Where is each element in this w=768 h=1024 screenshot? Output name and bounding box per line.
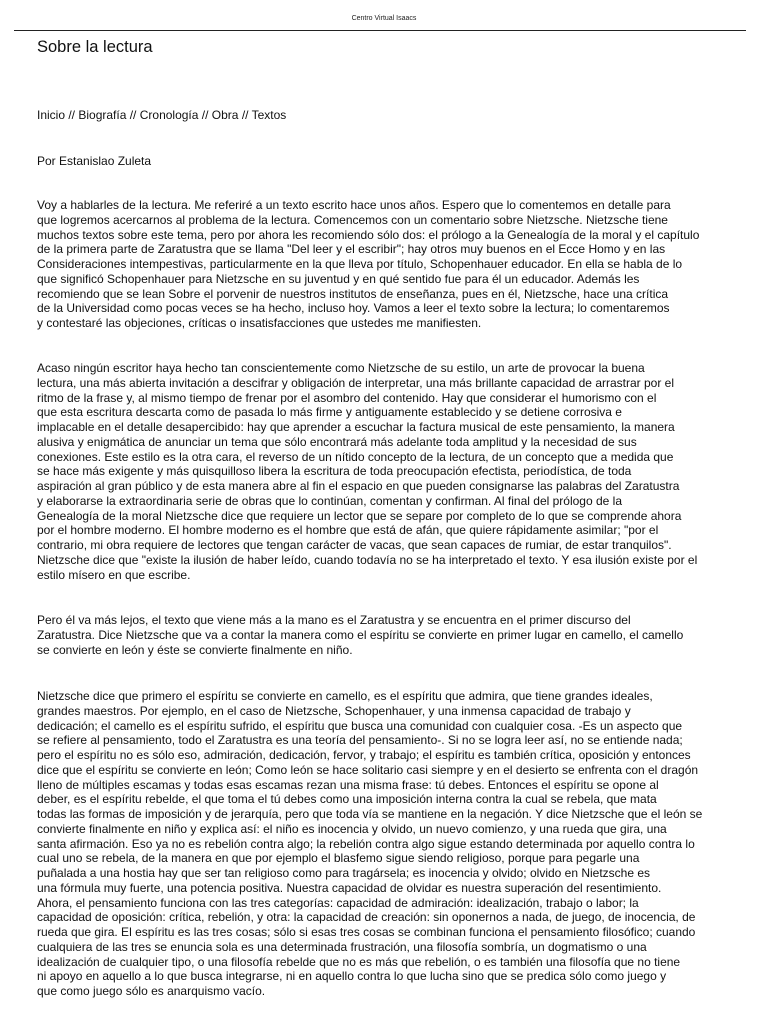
paragraph-line: de la Universidad como pocas veces se ha hecho, incluso hoy. Vamos a leer el texto sobre la lectura; lo comentaremos (37, 301, 670, 316)
paragraph-line: por el hombre moderno. El hombre moderno es el hombre que está de afán, que quiere rápidamente asimilar; "por el (37, 523, 659, 538)
paragraph-line: rueda que gira. El espíritu es las tres cosas; sólo si esas tres cosas se combinan funciona el pensamiento filosófico; cuando (37, 925, 696, 939)
paragraph-line: idealización de cualquier tipo, o una filosofía rebelde que no es más que rebelión, o es también una filosofía que no tiene (37, 954, 681, 969)
breadcrumb-link-cronologia[interactable]: Cronología (139, 108, 199, 122)
breadcrumb (37, 108, 286, 122)
paragraph-line: pero el espíritu no es sólo eso, admiración, dedicación, fervor, y trabajo; el espíritu es también crítica, oposición y entonces (37, 748, 691, 762)
header-divider (14, 30, 746, 31)
paragraph-line: una fórmula muy fuerte, una potencia positiva. Nuestra capacidad de olvidar es nuestra superación del resentimiento. (37, 880, 662, 895)
breadcrumb-link-biografia[interactable]: Biografía (78, 108, 127, 122)
paragraph-line: convierte finalmente en niño y explica así: el niño es inocencia y olvido, un nuevo comienzo, y una rueda que gira, una (37, 821, 667, 836)
body-paragraph (37, 689, 749, 999)
paragraph-line: de la primera parte de Zaratustra que se llama "Del leer y el escribir"; hay otros muy buenos en el Ecce Homo y en las (37, 242, 666, 257)
paragraph-line: estilo mísero en que escribe. (37, 567, 191, 582)
paragraph-line: ritmo de la frase y, al mismo tiempo de frenar por el asombro del contenido. Hay que considerar el humorismo con el (37, 390, 657, 405)
paragraph-line: Voy a hablarles de la lectura. Me referiré a un texto escrito hace unos años. Espero que lo comentemos en detalle para (37, 198, 671, 212)
site-header: Centro Virtual Isaacs (351, 15, 417, 22)
paragraph-line: Acaso ningún escritor haya hecho tan conscientemente como Nietzsche de su estilo, un arte de provocar la buena (37, 361, 645, 375)
paragraph-line: conexiones. Este estilo es la otra cara, el reverso de un nítido concepto de la lectura, de un concepto que a medida que (37, 449, 674, 464)
breadcrumb-separator: // (65, 108, 79, 122)
paragraph-line: cualquiera de las tres se enuncia sola es una determinada frustración, una filosofía sombría, un dogmatismo o una (37, 939, 647, 954)
body-paragraph (37, 613, 749, 657)
paragraph-line: dice que el espíritu se convierte en león; Como león se hace solitario casi siempre y en el desierto se enfrenta con el dragón (37, 762, 699, 777)
breadcrumb-link-textos[interactable]: Textos (251, 108, 287, 122)
body-paragraph (37, 361, 749, 582)
paragraph-line: alusiva y enigmática de anunciar un tema que sólo encontrará más adelante toda amplitud y la necesidad de sus (37, 434, 637, 449)
page-title: Sobre la lectura (37, 38, 153, 56)
paragraph-line: Zaratustra. Dice Nietzsche que va a contar la manera como el espíritu se convierte en primer lugar en camello, el camello (37, 627, 684, 642)
paragraph-line: se refiere al pensamiento, todo el Zaratustra es una teoría del pensamiento-. Si no se logra leer así, no se entiende nada; (37, 733, 683, 748)
breadcrumb-separator: // (126, 108, 140, 122)
breadcrumb-link-inicio[interactable]: Inicio (37, 108, 66, 122)
paragraph-line: se convierte en león y éste se convierte finalmente en niño. (37, 642, 353, 657)
paragraph-line: que logremos acercarnos al problema de la lectura. Comencemos con un comentario sobre Nietzsche. Nietzsche tiene (37, 212, 668, 227)
paragraph-line: y elaborarse la extraordinaria serie de obras que lo continúan, comentan y confirman. Al final del prólogo de la (37, 493, 623, 508)
paragraph-line: se hace más exigente y más quisquilloso libera la escritura de toda preocupación efectista, periodística, de toda (37, 464, 632, 479)
breadcrumb-separator: // (238, 108, 252, 122)
paragraph-line: capacidad de oposición: crítica, rebelión, y otra: la capacidad de creación: sin oponernos a nada, de juego, de inocencia, de (37, 910, 696, 925)
paragraph-line: Nietzsche dice que primero el espíritu se convierte en camello, es el espíritu que admira, que tiene grandes ideales, (37, 689, 653, 703)
paragraph-line: que esta escritura descarta como de pasada lo más firme y antiguamente establecido y se detiene corrosiva e (37, 405, 622, 420)
paragraph-line: Nietzsche dice que "existe la ilusión de haber leído, cuando todavía no se ha interpretado el texto. Y esa ilusión existe por el (37, 552, 698, 567)
paragraph-line: santa afirmación. Eso ya no es rebelión contra algo; la rebelión contra algo sigue estando determinada por aquello contra lo (37, 836, 695, 851)
body-paragraph (37, 198, 749, 331)
paragraph-line: y contestaré las objeciones, críticas o insatisfacciones que ustedes me manifiesten. (37, 316, 482, 330)
paragraph-line: Consideraciones intempestivas, particularmente en la que lleva por título, Schopenhauer educador. En ella se habla de lo (37, 257, 683, 271)
paragraph-line: grandes maestros. Por ejemplo, en el caso de Nietzsche, Schopenhauer, y una inmensa capacidad de trabajo y (37, 703, 631, 718)
paragraph-line: ni apoyo en aquello a lo que busca integrarse, ni en aquello contra lo que lucha sino que se predica sólo como juego y (37, 969, 667, 984)
paragraph-line: aspiración al gran público y de esta manera abre al fin el espacio en que pueden consignarse las palabras del Zaratustra (37, 479, 680, 493)
paragraph-line: Pero él va más lejos, el texto que viene más a la mano es el Zaratustra y se encuentra en el primer discurso del (37, 613, 631, 627)
paragraph-line: puñalada a una hostia hay que ser tan religioso como para tragársela; es inocencia y olvido; olvido en Nietzsche es (37, 866, 651, 880)
paragraph-line: recomiendo que se lean Sobre el porvenir de nuestros institutos de enseñanza, pues en él, Nietzsche, hace una crítica (37, 286, 669, 301)
paragraph-line: contrario, mi obra requiere de lectores que tengan carácter de vacas, que sean capaces de rumiar, de estar tranquilos". (37, 538, 672, 552)
paragraph-line: cual uno se rebela, de la manera en que por ejemplo el blasfemo sigue siendo religioso, porque para pegarle una (37, 851, 640, 866)
paragraph-line: que significó Schopenhauer para Nietzsche en su juventud y en qué sentido fue para él un educador. Además les (37, 271, 640, 286)
paragraph-line: que como juego sólo es anarquismo vacío. (37, 984, 266, 998)
paragraph-line: lleno de múltiples escamas y todas esas escamas rezan una misma frase: tú debes. Entonces el espíritu se opone al (37, 777, 659, 792)
paragraph-line: muchos textos sobre este tema, pero por ahora les recomiendo sólo dos: el prólogo a la Genealogía de la moral y el capítulo (37, 227, 700, 242)
breadcrumb-separator: // (198, 108, 212, 122)
author-byline: Por Estanislao Zuleta (37, 154, 152, 168)
paragraph-line: deber, es el espíritu rebelde, el que toma el tú debes como una imposición interna contra la cual se rebela, que mata (37, 792, 657, 807)
paragraph-line: dedicación; el camello es el espíritu sufrido, el espíritu que busca una comunidad con cualquier cosa. -Es un aspecto que (37, 718, 683, 733)
paragraph-line: Genealogía de la moral Nietzsche dice que requiere un lector que se separe por completo de lo que se comprende ahora (37, 508, 682, 523)
breadcrumb-link-obra[interactable]: Obra (211, 108, 239, 122)
paragraph-line: Ahora, el pensamiento funciona con las tres categorías: capacidad de admiración: idealización, trabajo o labor; la (37, 895, 639, 910)
paragraph-line: todas las formas de imposición y de jerarquía, pero que toda vía se mantiene en la negación. Y dice Nietzsche que el león se (37, 807, 703, 821)
paragraph-line: lectura, una más abierta invitación a descifrar y obligación de interpretar, una más brillante capacidad de arrastrar por el (37, 375, 675, 390)
paragraph-line: implacable en el detalle desapercibido: hay que aprender a escuchar la factura musical de este pensamiento, la manera (37, 420, 675, 434)
